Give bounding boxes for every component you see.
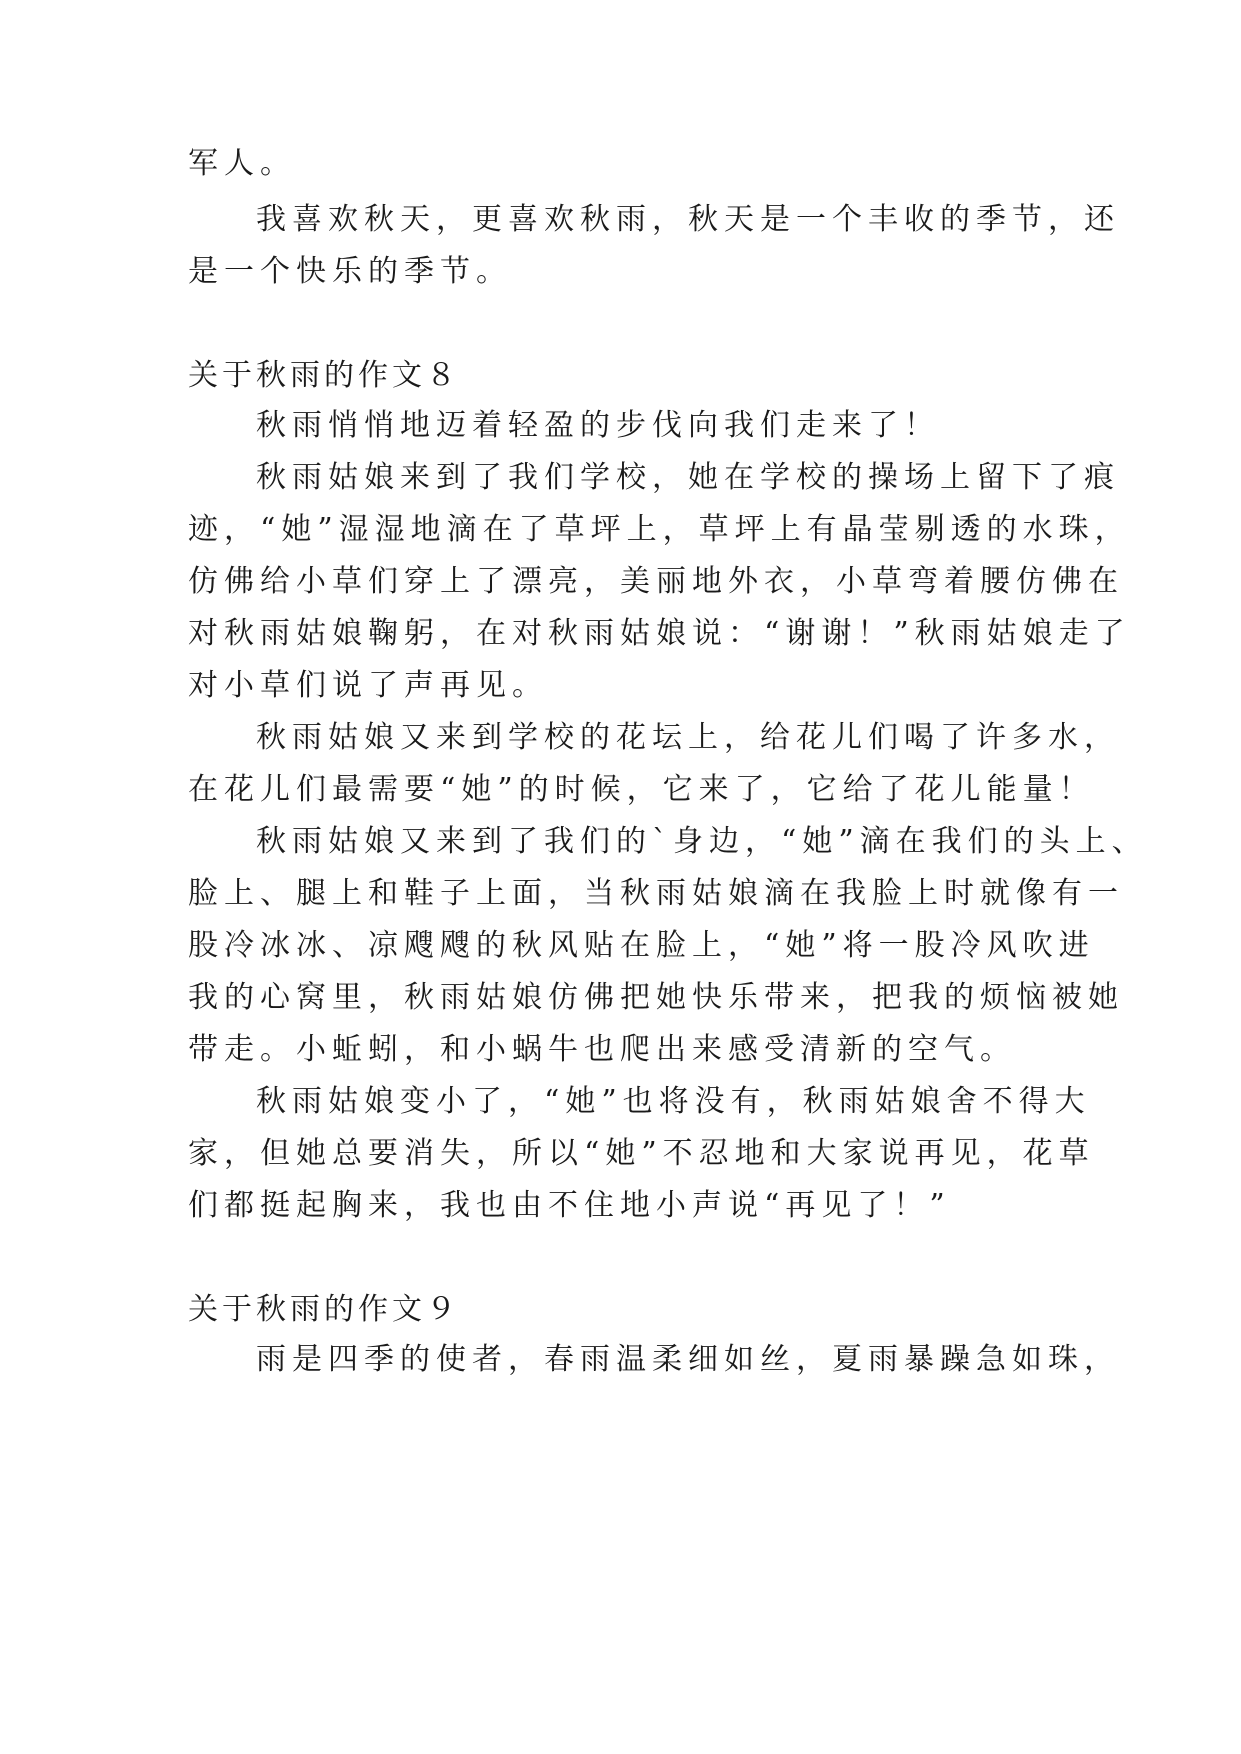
section-heading: 关于秋雨的作文９ (188, 1292, 460, 1327)
text-line: 脸上、腿上和鞋子上面，当秋雨姑娘滴在我脸上时就像有一 (188, 876, 1124, 911)
paragraph-first-line: 秋雨姑娘变小了，“她”也将没有，秋雨姑娘舍不得大 (256, 1084, 1091, 1119)
section-heading: 关于秋雨的作文８ (188, 358, 460, 393)
text-line: 带走。小蚯蚓，和小蜗牛也爬出来感受清新的空气。 (188, 1032, 1016, 1067)
text-line: 对小草们说了声再见。 (188, 668, 548, 703)
text-line: 们都挺起胸来，我也由不住地小声说“再见了！” (188, 1188, 951, 1223)
paragraph-first-line: 秋雨姑娘来到了我们学校，她在学校的操场上留下了痕 (256, 460, 1120, 495)
text-line: 军人。 (188, 146, 296, 181)
paragraph-first-line: 秋雨悄悄地迈着轻盈的步伐向我们走来了！ (256, 408, 940, 443)
paragraph-first-line: 我喜欢秋天，更喜欢秋雨，秋天是一个丰收的季节，还 (256, 202, 1120, 237)
text-line: 迹，“她”湿湿地滴在了草坪上，草坪上有晶莹剔透的水珠， (188, 512, 1131, 547)
paragraph-first-line: 秋雨姑娘又来到学校的花坛上，给花儿们喝了许多水， (256, 720, 1120, 755)
text-line: 在花儿们最需要“她”的时候，它来了，它给了花儿能量！ (188, 772, 1095, 807)
text-line: 仿佛给小草们穿上了漂亮，美丽地外衣，小草弯着腰仿佛在 (188, 564, 1124, 599)
paragraph-first-line: 秋雨姑娘又来到了我们的`身边，“她”滴在我们的头上、 (256, 824, 1148, 859)
text-line: 家，但她总要消失，所以“她”不忍地和大家说再见，花草 (188, 1136, 1095, 1171)
text-line: 是一个快乐的季节。 (188, 254, 512, 289)
text-line: 股冷冰冰、凉飕飕的秋风贴在脸上，“她”将一股冷风吹进 (188, 928, 1095, 963)
text-line: 对秋雨姑娘鞠躬，在对秋雨姑娘说：“谢谢！”秋雨姑娘走了 (188, 616, 1131, 651)
paragraph-first-line: 雨是四季的使者，春雨温柔细如丝，夏雨暴躁急如珠， (256, 1342, 1120, 1377)
text-line: 我的心窝里，秋雨姑娘仿佛把她快乐带来，把我的烦恼被她 (188, 980, 1124, 1015)
